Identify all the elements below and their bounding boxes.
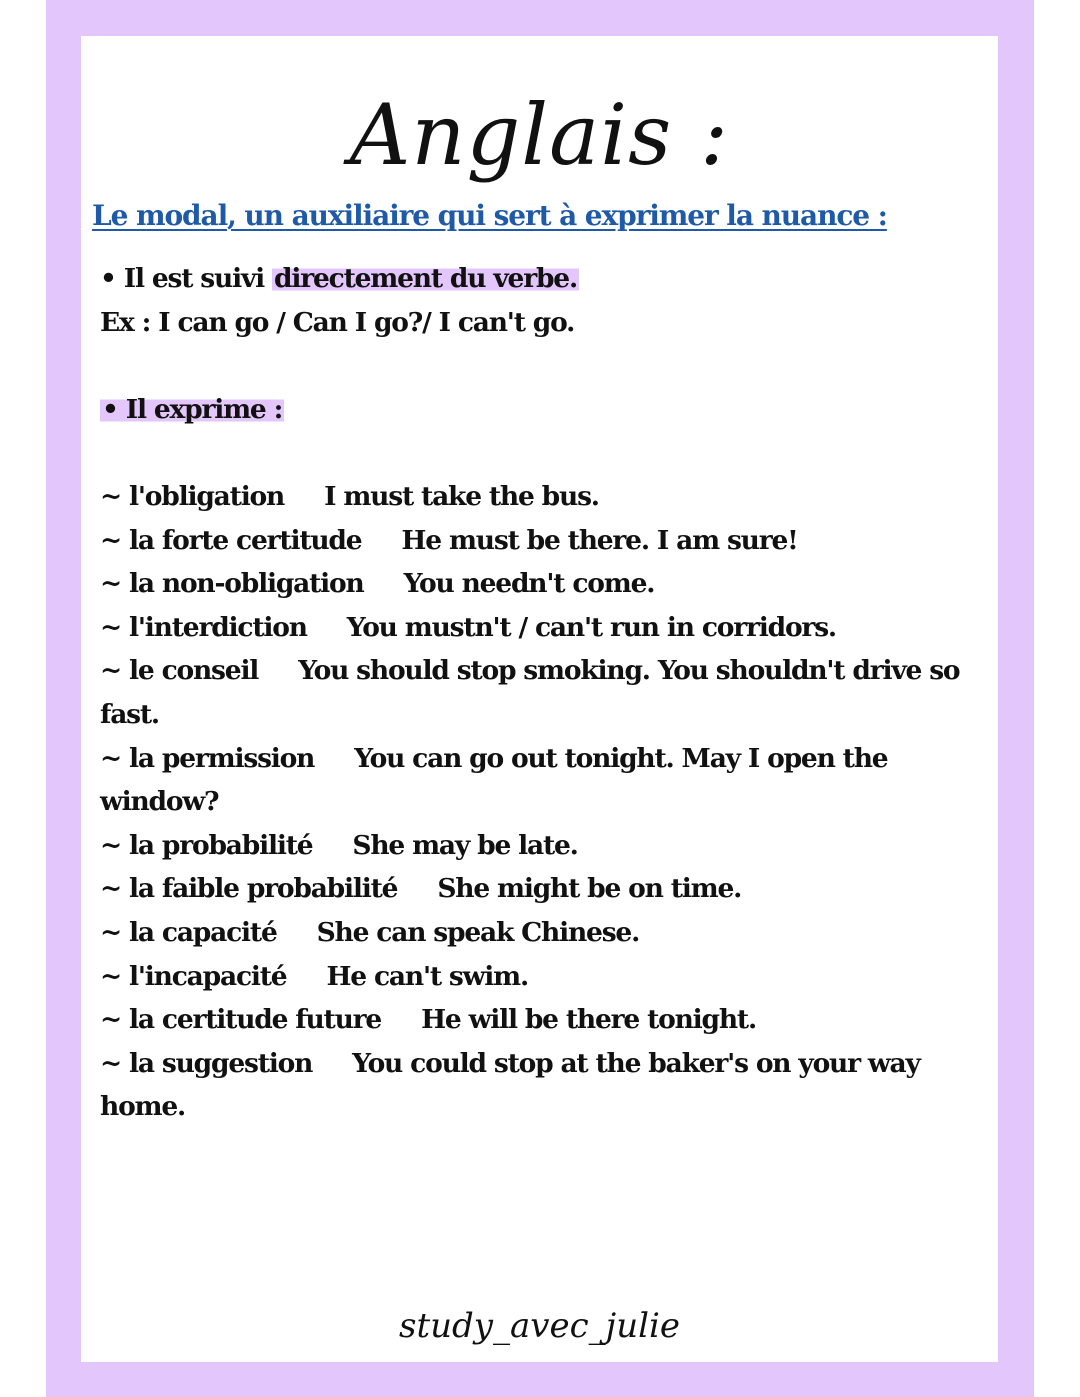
list-item: [100, 562, 995, 606]
modal-use-example: He must be there. I am sure!: [401, 524, 798, 556]
modal-use-term: ~ l'incapacité: [100, 960, 287, 992]
modal-use-example: I must take the bus.: [324, 481, 599, 512]
list-item: [100, 998, 995, 1042]
modal-use-example: You could stop at the baker's on your way: [352, 1047, 920, 1079]
list-item: [100, 1042, 995, 1086]
intro-block: [100, 257, 995, 344]
list-item: [100, 649, 995, 693]
modal-use-example: You needn't come.: [403, 568, 655, 600]
modal-use-example-continuation: fast.: [100, 698, 159, 730]
modal-use-term: ~ la permission: [100, 742, 315, 774]
modal-use-example-continuation: window?: [100, 786, 219, 818]
list-item: [100, 737, 995, 781]
intro-bullet: [100, 257, 995, 301]
modal-use-term: ~ la suggestion: [100, 1047, 313, 1079]
list-item: [100, 911, 995, 955]
modal-use-example: You should stop smoking. You shouldn't drive so: [298, 655, 960, 687]
intro-example: Ex : I can go / Can I go?/ I can't go.: [100, 306, 575, 338]
section-heading: Le modal, un auxiliaire qui sert à exprimer la nuance :: [92, 199, 887, 232]
modal-use-example: She may be late.: [352, 829, 578, 861]
list-item: [100, 606, 995, 650]
list-item: [100, 519, 995, 563]
modal-use-term: ~ la forte certitude: [100, 524, 362, 556]
content-sheet: [81, 36, 998, 1362]
footer-signature: study_avec_julie: [399, 1306, 680, 1346]
modal-use-term: ~ la probabilité: [100, 829, 313, 861]
list-item: [100, 475, 995, 519]
modal-use-term: ~ l'interdiction: [100, 611, 307, 643]
modal-use-term: ~ le conseil: [100, 655, 259, 687]
modal-use-example: You mustn't / can't run in corridors.: [346, 611, 836, 643]
modal-use-example: He can't swim.: [326, 960, 528, 992]
page-title: Anglais :: [349, 86, 730, 184]
modal-use-term: ~ la non-obligation: [100, 568, 364, 600]
modal-use-example: He will be there tonight.: [421, 1004, 756, 1036]
modal-use-example: She can speak Chinese.: [316, 916, 640, 948]
intro-bullet-text: • Il est suivi: [100, 263, 273, 294]
list-item: [100, 867, 995, 911]
modal-uses-list: [100, 475, 995, 1129]
expresses-block: [100, 388, 995, 432]
list-item: [100, 824, 995, 868]
modal-use-term: ~ la capacité: [100, 916, 277, 948]
expresses-label: • Il exprime :: [102, 394, 283, 425]
modal-use-example-continuation: home.: [100, 1091, 186, 1123]
list-item: [100, 955, 995, 999]
modal-use-example: You can go out tonight. May I open the: [354, 742, 888, 774]
modal-use-term: ~ la certitude future: [100, 1004, 382, 1036]
highlight-direct-verb: directement du verbe.: [274, 263, 577, 294]
modal-use-example: She might be on time.: [437, 873, 742, 905]
modal-use-term: ~ la faible probabilité: [100, 873, 398, 905]
modal-use-term: ~ l'obligation: [100, 481, 285, 512]
